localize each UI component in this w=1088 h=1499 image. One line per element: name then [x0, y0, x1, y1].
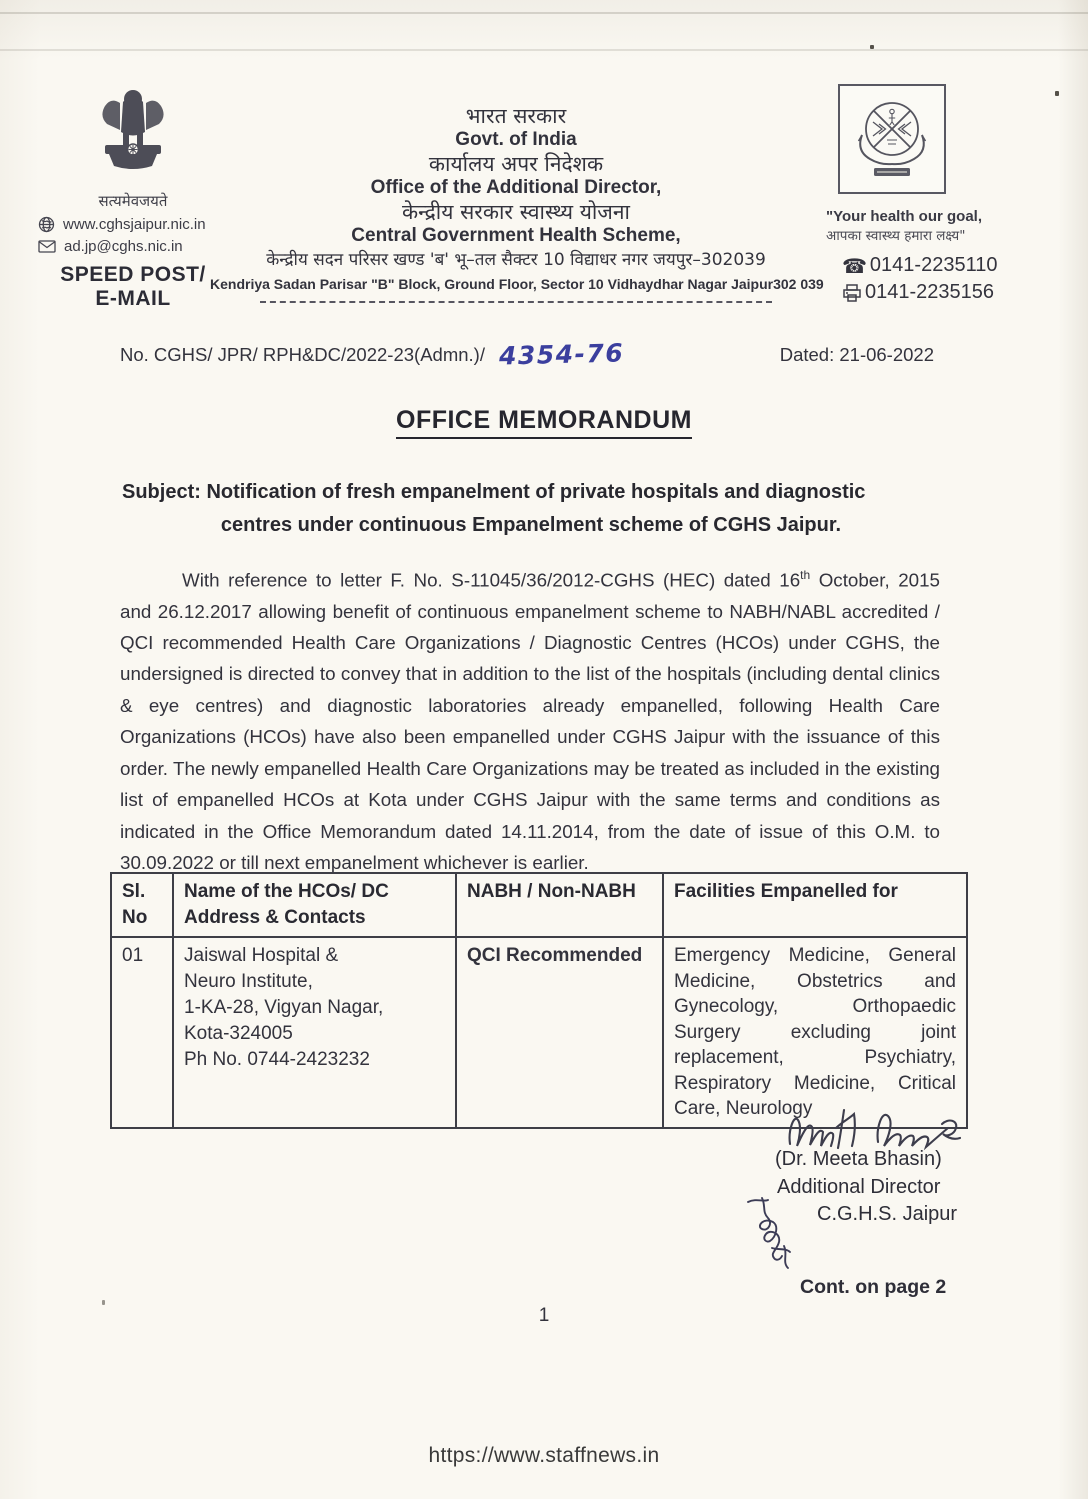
signature-ink [782, 1100, 972, 1154]
subject-line2: centres under continuous Empanelment scheme of CGHS Jaipur. [220, 514, 842, 536]
cell-facilities: Emergency Medicine, General Medicine, Obstetrics and Gynecology, Orthopaedic Surgery excluding joint replacement, Psychiatry, Respiratory Medicine, Critical Care, Neurology [663, 937, 967, 1128]
header-facilities [663, 873, 967, 937]
header-left [26, 84, 240, 311]
office-line-en: Office of the Additional Director, [370, 177, 662, 198]
hco-name-line: Jaiswal Hospital & [184, 945, 339, 966]
hco-name-line: Neuro Institute, [184, 971, 313, 992]
telephone-icon: ☎ [842, 253, 867, 278]
hco-address-line: Kota-324005 [184, 1023, 293, 1044]
subject-block [122, 476, 940, 542]
dispatch-line1: SPEED POST/ [60, 263, 206, 286]
reference-row [120, 338, 968, 371]
email-text: ad.jp@cghs.nic.in [64, 238, 183, 255]
reference-number-handwritten: 4354-76 [498, 338, 625, 371]
signatory-organization: C.G.H.S. Jaipur [817, 1203, 958, 1225]
cghs-logo-icon [848, 92, 936, 186]
cell-hco-name-address [173, 937, 456, 1128]
scheme-line-en: Central Government Health Scheme, [351, 225, 681, 246]
header-sl-line2: No [122, 907, 148, 928]
emblem-caption: सत्यमेवजयते [98, 192, 168, 210]
website-text: www.cghsjaipur.nic.in [63, 216, 206, 233]
subject-line1: Subject: Notification of fresh empanelment of private hospitals and diagnostic [122, 481, 866, 503]
cell-nabh-status: QCI Recommended [456, 937, 663, 1128]
fax-icon [842, 284, 862, 302]
body-text-post: October, 2015 and 26.12.2017 allowing benefit of continuous empanelment scheme to NABH/NABL accredited / QCI recommended Health Care Organizations / Diagnostic Centres (HCOs) under CGHS, the undersigned is directed to convey that in addition to the list of the hospitals (including dental clinics & eye centres) and diagnostic laboratories already empanelled, following Health Care Organizations (HCOs) have also been empanelled under CGHS Jaipur with the issuance of this order. The newly empanelled Health Care Organizations may be treated as included in the existing list of empanelled HCOs at Kota under CGHS Jaipur with the same terms and conditions as indicated in the Office Memorandum dated 14.11.2014, from the date of issue of this O.M. to 30.09.2022 or till next empanelment whichever is earlier. [120, 569, 940, 873]
phone-number: 0141-2235110 [869, 254, 998, 276]
header-sl-line1: Sl. [122, 881, 146, 902]
empanelment-table [110, 872, 968, 1129]
table-row [111, 937, 967, 1128]
source-url: https://www.staffnews.in [428, 1444, 660, 1467]
scan-artifact-line [0, 12, 1088, 14]
address-line-hi: केन्द्रीय सदन परिसर खण्ड 'ब' भू–तल सैक्टर 10 विद्याधर नगर जयपुर–302039 [266, 250, 766, 270]
motto-hindi: आपका स्वास्थ्य हमारा लक्ष्य" [826, 228, 966, 244]
header-name [173, 873, 456, 937]
page-number: 1 [538, 1305, 550, 1326]
office-line-hi: कार्यालय अपर निदेशक [428, 152, 604, 176]
body-superscript: th [800, 568, 811, 582]
ashoka-emblem-icon [92, 84, 174, 184]
header-sl-no [111, 873, 173, 937]
globe-icon [38, 216, 55, 233]
continuation-note: Cont. on page 2 [800, 1276, 947, 1298]
header-name-line1: Name of the HCOs/ DC [184, 881, 389, 902]
header-name-line2: Address & Contacts [184, 907, 366, 928]
org-line-en: Govt. of India [455, 129, 577, 150]
hco-address-line: 1-KA-28, Vigyan Nagar, [184, 997, 384, 1018]
dispatch-line2: E-MAIL [95, 287, 171, 310]
cghs-logo-box [838, 84, 946, 194]
header-facilities-text: Facilities Empanelled for [674, 881, 898, 902]
website-row [26, 216, 240, 233]
scan-artifact-line [0, 49, 1088, 51]
hco-phone-line: Ph No. 0744-2423232 [184, 1049, 370, 1070]
reference-number: No. CGHS/ JPR/ RPH&DC/2022-23(Admn.)/ [120, 344, 485, 365]
memo-title: OFFICE MEMORANDUM [396, 406, 692, 439]
scan-speck [870, 45, 874, 49]
body-text-pre: With reference to letter F. No. S-11045/36/2012-CGHS (HEC) dated 16 [182, 569, 801, 591]
envelope-icon [38, 240, 56, 253]
memo-title-wrap [0, 406, 1088, 439]
cell-sl-no: 01 [111, 937, 173, 1128]
motto-english: "Your health our goal, [826, 208, 983, 225]
address-line-en: Kendriya Sadan Parisar "B" Block, Ground Floor, Sector 10 Vidhaydhar Nagar Jaipur302 039 [210, 276, 824, 292]
org-line-hi: भारत सरकार [465, 104, 567, 128]
header-nabh [456, 873, 663, 937]
scheme-line-hi: केन्द्रीय सरकार स्वास्थ्य योजना [402, 200, 630, 224]
dispatch-mode [26, 263, 240, 311]
email-row [26, 238, 240, 255]
body-paragraph [120, 560, 940, 878]
table-header-row [111, 873, 967, 937]
header-divider [260, 301, 772, 303]
signatory-name: (Dr. Meeta Bhasin) [775, 1148, 942, 1170]
fax-number: 0141-2235156 [865, 281, 995, 303]
signatory-designation: Additional Director [777, 1176, 941, 1198]
document-date: Dated: 21-06-2022 [779, 344, 934, 365]
initials-ink [742, 1190, 820, 1272]
header-nabh-text: NABH / Non-NABH [467, 881, 636, 902]
fax-row [826, 281, 1076, 304]
header-center [210, 104, 822, 303]
phone-row [826, 254, 1076, 277]
header-right [826, 84, 1076, 304]
